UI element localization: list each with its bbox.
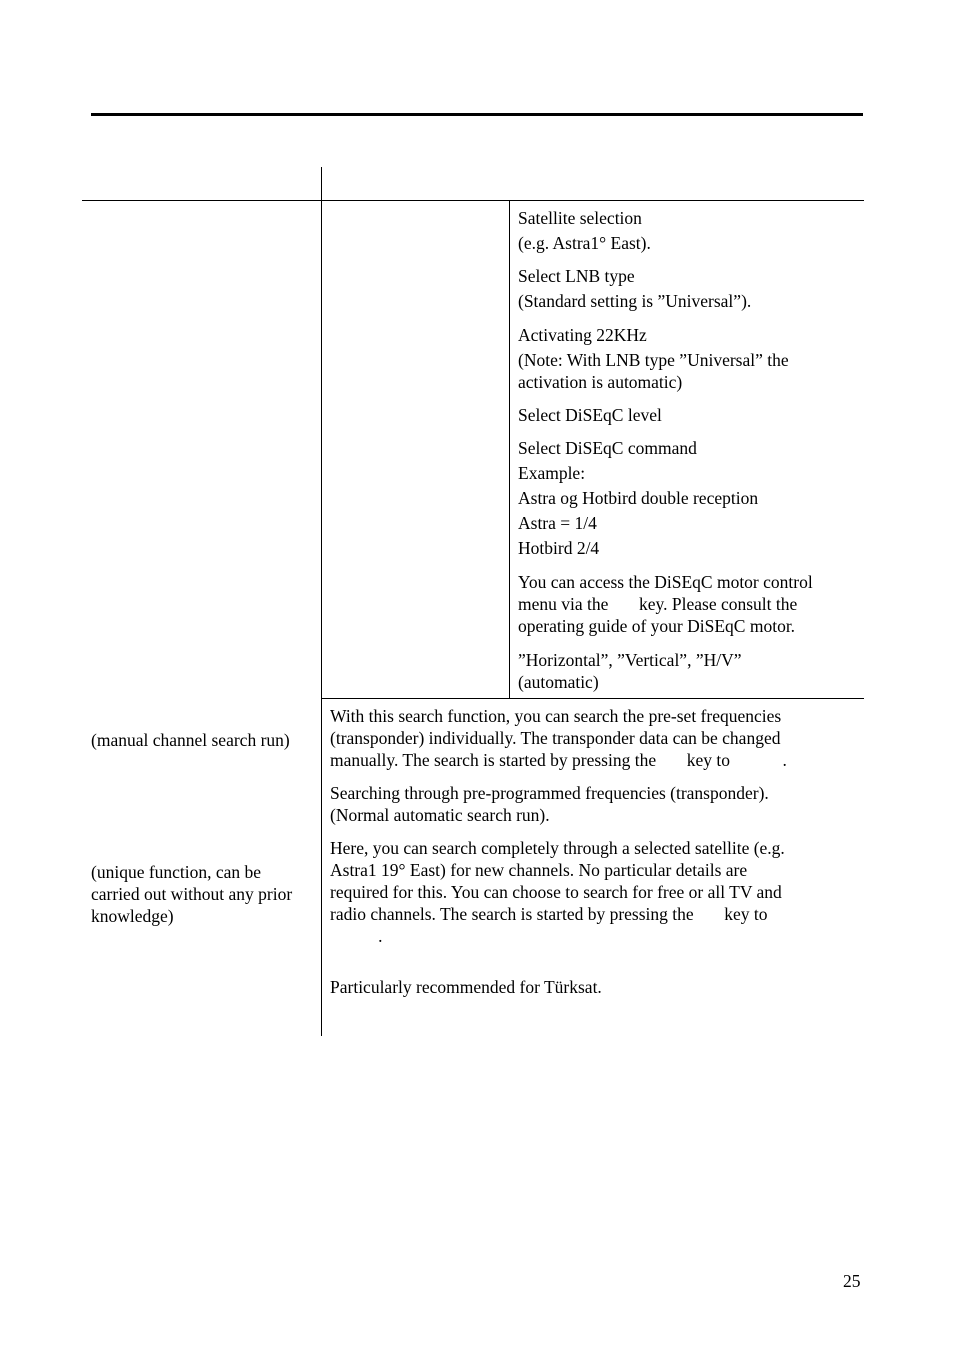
setting-line: Astra og Hotbird double reception — [518, 488, 759, 508]
setting-line: operating guide of your DiSEqC motor. — [518, 616, 796, 636]
setting-line: Hotbird 2/4 — [518, 538, 600, 558]
note-line: carried out without any prior — [91, 884, 293, 904]
setting-line: Activating 22KHz — [518, 325, 647, 345]
setting-line: Astra = 1/4 — [518, 513, 597, 533]
setting-line: menu via the key. Please consult the — [518, 594, 798, 614]
setting-line: activation is automatic) — [518, 372, 683, 392]
note-line: knowledge) — [91, 906, 174, 926]
search-description-manual — [330, 705, 787, 771]
note-line: (unique function, can be — [91, 862, 262, 882]
setting-line: Satellite selection — [518, 208, 642, 228]
description-line: (transponder) individually. The transponder data can be changed — [330, 728, 781, 748]
description-line: manually. The search is started by pressing the key to . — [330, 750, 787, 770]
setting-line: (e.g. Astra1° East). — [518, 233, 651, 253]
description-line: Searching through pre-programmed frequencies (transponder). — [330, 783, 769, 803]
description-line: . — [330, 926, 383, 946]
setting-lnb-type — [518, 265, 751, 312]
column-divider — [321, 167, 322, 1036]
unique-function-note — [91, 861, 292, 927]
description-line: With this search function, you can search the pre-set frequencies — [330, 706, 782, 726]
setting-satellite — [518, 207, 651, 254]
setting-polarisation — [518, 649, 742, 693]
setting-line: (Standard setting is ”Universal”). — [518, 291, 752, 311]
description-line: Astra1 19° East) for new channels. No particular details are — [330, 860, 748, 880]
page-number: 25 — [843, 1271, 861, 1291]
setting-motor-control — [518, 571, 813, 637]
table-header-rule — [82, 200, 864, 201]
setting-22khz — [518, 324, 789, 393]
settings-column-divider — [509, 200, 510, 698]
setting-line: ”Horizontal”, ”Vertical”, ”H/V” — [518, 650, 742, 670]
setting-line: (Note: With LNB type ”Universal” the — [518, 350, 789, 370]
setting-line: Example: — [518, 463, 586, 483]
search-description-satellite — [330, 837, 785, 947]
description-line: radio channels. The search is started by pressing the key to — [330, 904, 768, 924]
description-line: (Normal automatic search run). — [330, 805, 550, 825]
setting-line: (automatic) — [518, 672, 599, 692]
setting-line: Select LNB type — [518, 266, 635, 286]
settings-bottom-rule — [321, 698, 864, 699]
turksat-recommendation: Particularly recommended for Türksat. — [330, 977, 602, 997]
description-line: required for this. You can choose to search for free or all TV and — [330, 882, 782, 902]
setting-line: Select DiSEqC level — [518, 405, 662, 425]
description-line: Here, you can search completely through a selected satellite (e.g. — [330, 838, 785, 858]
header-rule — [91, 113, 863, 116]
setting-diseqc-command — [518, 437, 758, 559]
setting-line: You can access the DiSEqC motor control — [518, 572, 813, 592]
setting-diseqc-level — [518, 404, 662, 426]
setting-line: Select DiSEqC command — [518, 438, 697, 458]
search-description-automatic — [330, 782, 769, 826]
manual-search-note: (manual channel search run) — [91, 730, 290, 750]
